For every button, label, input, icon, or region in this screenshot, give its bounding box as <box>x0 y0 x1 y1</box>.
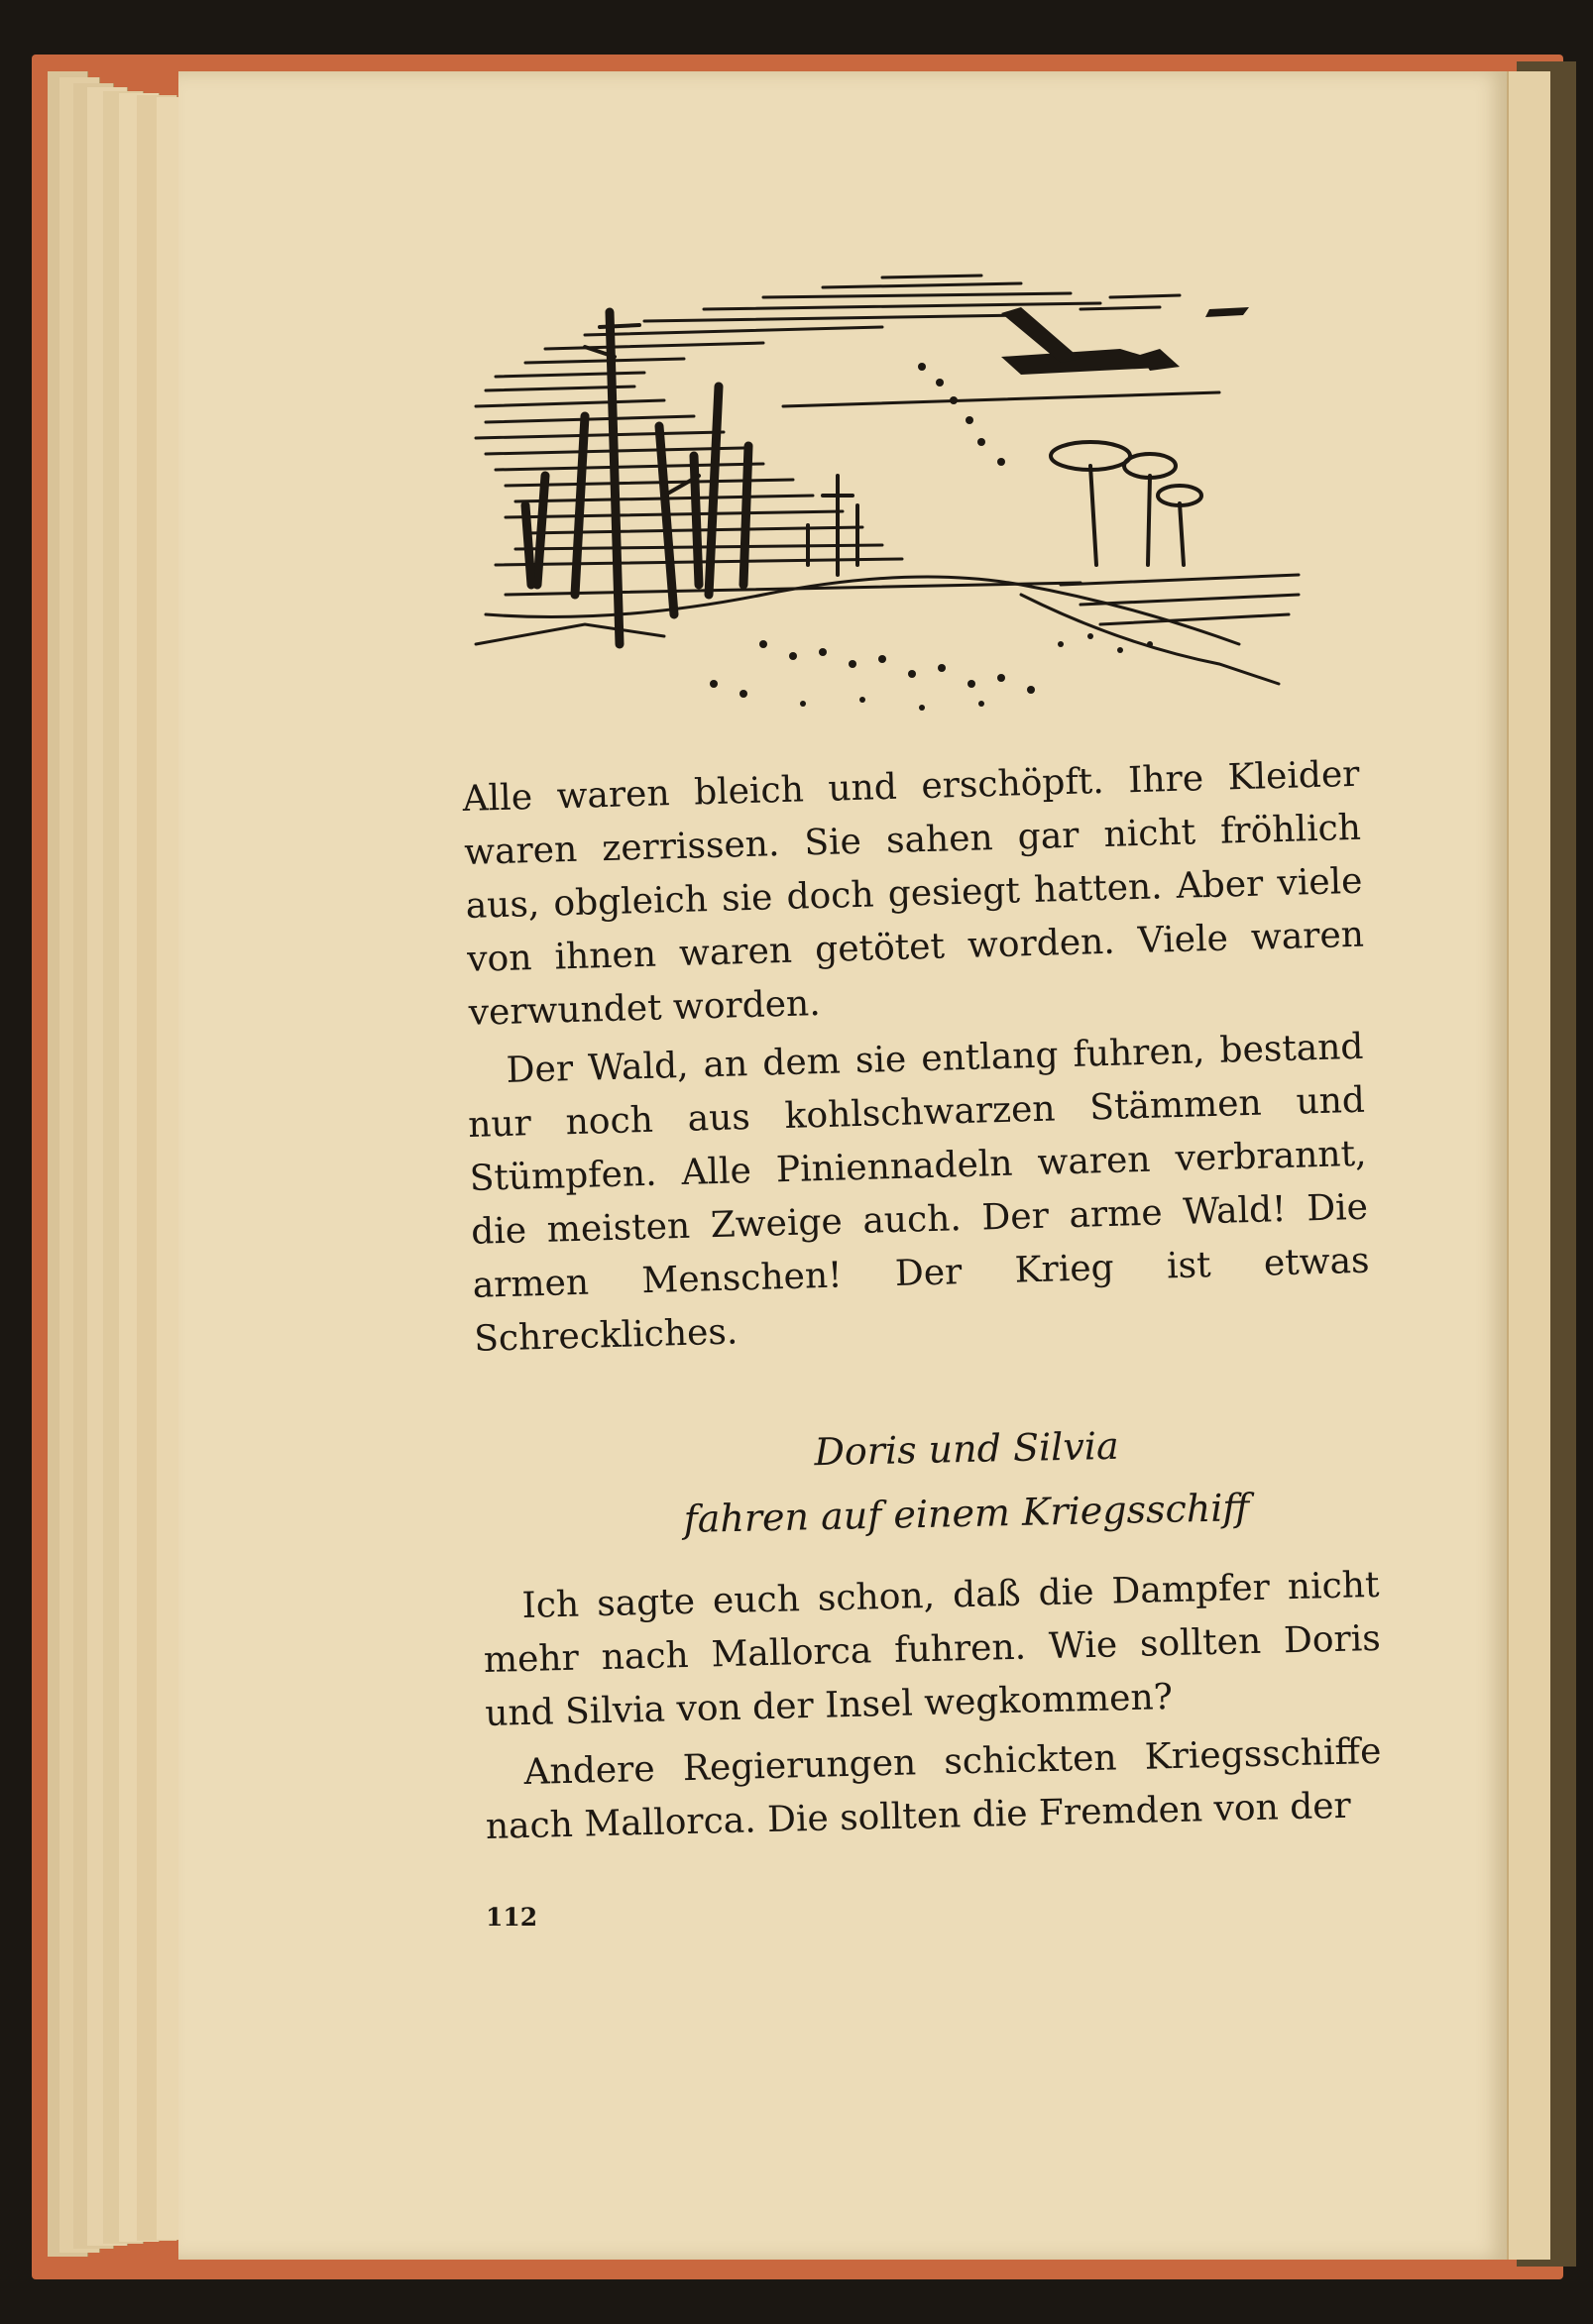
paragraph: Alle waren bleich und erschöpft. Ihre Kleider waren zerrissen. Sie sahen gar nicht fröhlich aus, obgleich sie doch gesiegt hatten. Aber viele von ihnen waren getötet worden. Viele waren verwundet worden. <box>462 753 1365 1034</box>
chapter-heading-line: Doris und Silvia <box>813 1423 1120 1475</box>
paragraph: Ich sagte euch schon, daß die Dampfer nicht mehr nach Mallorca fuhren. Wie sollten Doris und Silvia von der Insel wegkommen? <box>483 1564 1382 1734</box>
page-number: 112 <box>486 1903 538 1932</box>
paragraph: Der Wald, an dem sie entlang fuhren, bestand nur noch aus kohlschwarzen Stämmen und Stümpfen. Alle Piniennadeln waren verbrannt, die meisten Zweige auch. Der arme Wald! Die armen Menschen! Der Krieg ist etwas Schreckliches. <box>467 1026 1370 1360</box>
chapter-heading-line: fahren auf einem Kriegsschiff <box>683 1486 1250 1541</box>
facing-page-edge <box>1507 71 1550 2260</box>
war-landscape-illustration <box>466 268 1358 723</box>
airplane-icon <box>1001 307 1249 375</box>
paragraph: Andere Regierungen schickten Kriegsschiffe nach Mallorca. Die sollten die Fremden von der <box>485 1730 1382 1847</box>
